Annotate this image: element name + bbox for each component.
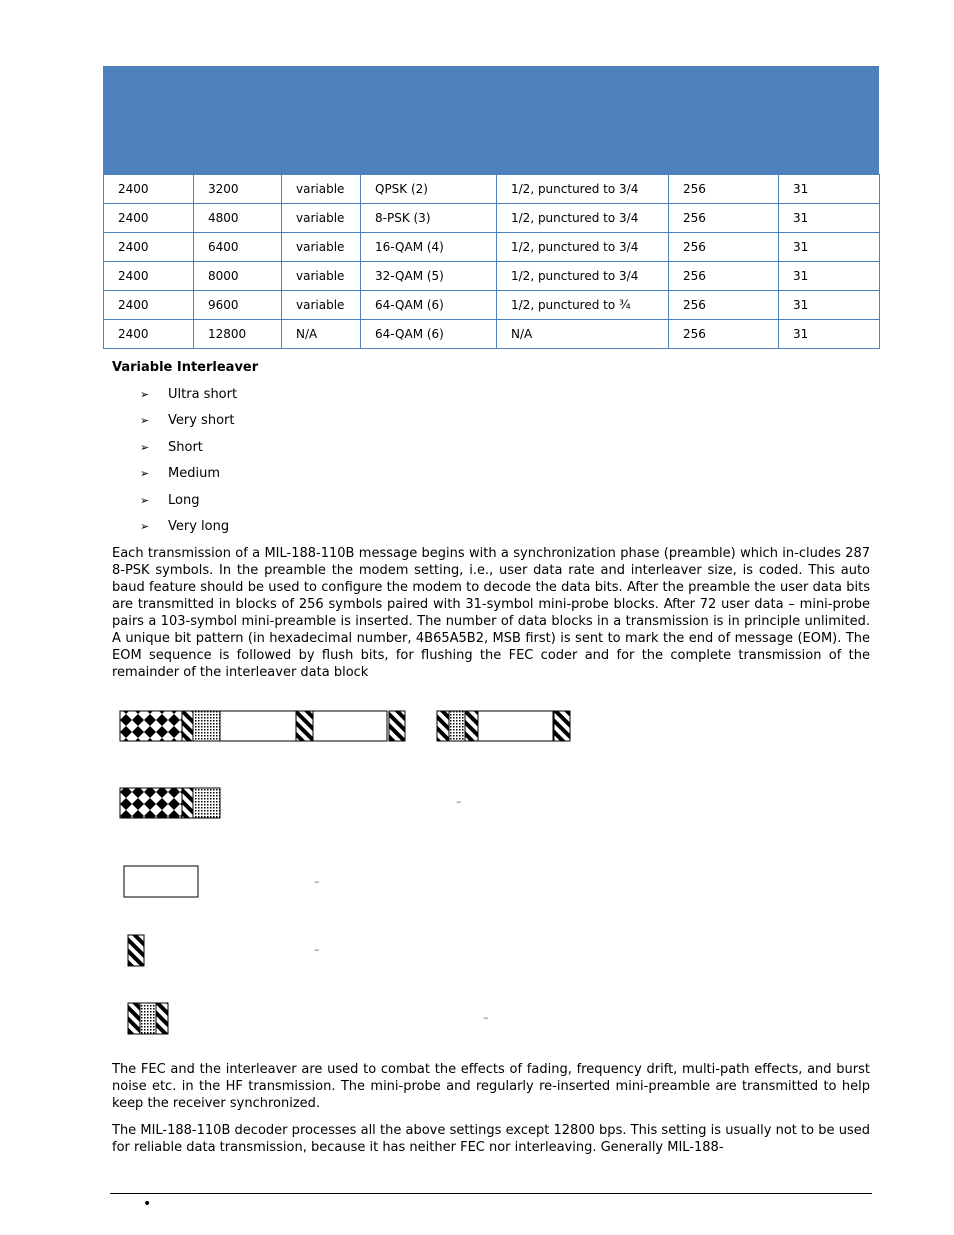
table-cell: 256 xyxy=(669,204,779,233)
table-row xyxy=(104,262,880,291)
list-item-label: Long xyxy=(168,492,200,508)
legend-preamble xyxy=(120,788,220,818)
table-cell: 16-QAM (4) xyxy=(361,233,497,262)
legend-mini-probe xyxy=(128,935,144,966)
probe-block xyxy=(389,711,405,741)
table-cell: 2400 xyxy=(104,320,194,349)
table-cell: variable xyxy=(282,291,361,320)
table-cell: 12800 xyxy=(194,320,282,349)
arrow-right-icon: ➢ xyxy=(140,493,150,507)
table-cell: 2400 xyxy=(104,204,194,233)
legend-dash-probe: – xyxy=(314,943,320,956)
table-cell: 2400 xyxy=(104,262,194,291)
list-item xyxy=(140,464,237,490)
table-row xyxy=(104,233,880,262)
paragraph-transmission: Each transmission of a MIL-188-110B message begins with a synchronization phase (preamble) which in-cludes 287 8-PSK symbols. In the preamble the modem setting, i.e., user data rate and interleaver size, is coded. This auto baud feature should be used to configure the modem to decode the data bits. After the preamble the user data bits are transmitted in blocks of 256 symbols paired with 31-symbol mini-probe blocks. After 72 user data – mini-probe pairs a 103-symbol mini-preamble is inserted. The number of data blocks in a transmission is in principle unlimited. A unique bit pattern (in hexadecimal number, 4B65A5B2, MSB first) is sent to mark the end of message (EOM). The EOM sequence is followed by flush bits, for flushing the FEC coder and for the complete transmission of the remainder of the interleaver data block xyxy=(112,546,870,680)
arrow-right-icon: ➢ xyxy=(140,388,150,401)
legend-dash-data: – xyxy=(314,875,320,888)
table-cell: variable xyxy=(282,233,361,262)
data-block xyxy=(220,711,296,741)
legend-dash-mini-preamble: – xyxy=(483,1011,489,1024)
dotted-block xyxy=(193,711,220,741)
frame-structure-diagram xyxy=(0,690,954,1050)
arrow-right-icon: ➢ xyxy=(140,519,150,533)
table-row xyxy=(104,204,880,233)
table-row xyxy=(104,291,880,320)
list-item xyxy=(140,517,237,543)
list-item-label: Very short xyxy=(168,413,235,429)
table-cell: 1/2, punctured to ¾ xyxy=(497,291,669,320)
interleaver-list xyxy=(140,385,237,543)
probe-block xyxy=(182,711,193,741)
table-cell: 1/2, punctured to 3/4 xyxy=(497,262,669,291)
table-header-band xyxy=(103,66,879,174)
dotted-block xyxy=(449,711,465,741)
table-cell: 2400 xyxy=(104,291,194,320)
table-cell: N/A xyxy=(282,320,361,349)
table-cell: 256 xyxy=(669,233,779,262)
table-cell: N/A xyxy=(497,320,669,349)
list-item xyxy=(140,491,237,517)
interleaver-heading: Variable Interleaver xyxy=(112,360,259,375)
table-cell: 31 xyxy=(779,320,880,349)
table-cell: 6400 xyxy=(194,233,282,262)
settings-table xyxy=(103,66,879,349)
table-cell: 8-PSK (3) xyxy=(361,204,497,233)
table-cell: 64-QAM (6) xyxy=(361,320,497,349)
legend-mini-preamble xyxy=(128,1003,168,1034)
table-cell: 31 xyxy=(779,204,880,233)
table-cell: 8000 xyxy=(194,262,282,291)
table-cell: 31 xyxy=(779,233,880,262)
list-item-label: Short xyxy=(168,439,203,455)
table-cell: 1/2, punctured to 3/4 xyxy=(497,175,669,204)
table-row xyxy=(104,320,880,349)
list-item xyxy=(140,411,237,437)
table-cell: 256 xyxy=(669,291,779,320)
table-cell: 32-QAM (5) xyxy=(361,262,497,291)
list-item-label: Very long xyxy=(168,518,230,534)
list-item xyxy=(140,438,237,464)
table-cell: 1/2, punctured to 3/4 xyxy=(497,233,669,262)
footer-bullet: • xyxy=(143,1196,152,1212)
list-item-label: Ultra short xyxy=(168,387,238,402)
table-cell: QPSK (2) xyxy=(361,175,497,204)
table-cell: variable xyxy=(282,262,361,291)
table-cell: 2400 xyxy=(104,175,194,204)
paragraph-fec: The FEC and the interleaver are used to combat the effects of fading, frequency drift, multi-path effects, and burst noise etc. in the HF transmission. The mini-probe and regularly re-inserted mini-preamble are transmitted to help keep the receiver synchronized. xyxy=(112,1062,870,1111)
arrow-right-icon: ➢ xyxy=(140,467,150,481)
preamble-block xyxy=(120,711,182,741)
table-cell: 2400 xyxy=(104,233,194,262)
arrow-right-icon: ➢ xyxy=(140,440,150,454)
table-cell: variable xyxy=(282,175,361,204)
table-cell: 1/2, punctured to 3/4 xyxy=(497,204,669,233)
data-block xyxy=(313,711,387,741)
legend-data-block xyxy=(124,866,198,897)
table-cell: 3200 xyxy=(194,175,282,204)
frame-sequence xyxy=(120,711,570,741)
table-cell: variable xyxy=(282,204,361,233)
arrow-right-icon: ➢ xyxy=(140,414,150,428)
probe-block xyxy=(465,711,478,741)
list-item-label: Medium xyxy=(168,466,220,482)
table-cell: 256 xyxy=(669,262,779,291)
table-cell: 31 xyxy=(779,262,880,291)
table-row xyxy=(104,175,880,204)
probe-block xyxy=(554,711,570,741)
settings-table-body xyxy=(103,174,880,349)
probe-block xyxy=(296,711,313,741)
table-cell: 31 xyxy=(779,291,880,320)
table-cell: 256 xyxy=(669,320,779,349)
data-block xyxy=(478,711,553,741)
table-cell: 4800 xyxy=(194,204,282,233)
table-cell: 31 xyxy=(779,175,880,204)
table-cell: 9600 xyxy=(194,291,282,320)
table-cell: 64-QAM (6) xyxy=(361,291,497,320)
footer-divider xyxy=(110,1193,872,1194)
table-cell: 256 xyxy=(669,175,779,204)
paragraph-decoder: The MIL-188-110B decoder processes all the above settings except 12800 bps. This setting is usually not to be used for reliable data transmission, because it has neither FEC nor interleaving. Generally MIL-188- xyxy=(112,1123,870,1155)
list-item xyxy=(140,385,237,411)
legend-dash-preamble: – xyxy=(456,795,462,808)
probe-block xyxy=(437,711,449,741)
